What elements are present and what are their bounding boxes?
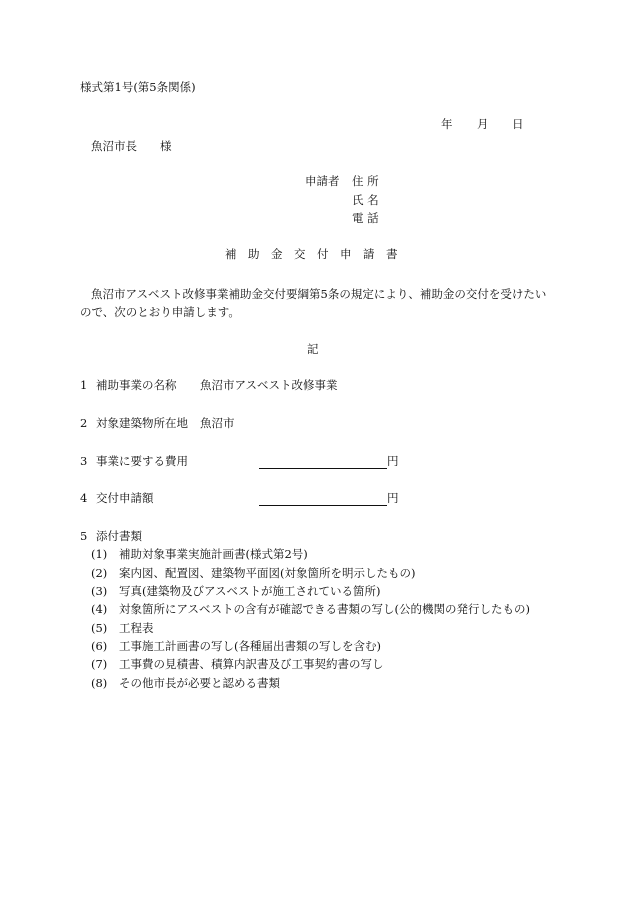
address-label: 住 所 <box>352 174 379 188</box>
attachment-text: 対象箇所にアスベストの含有が確認できる書類の写し(公的機関の発行したもの) <box>119 602 531 616</box>
attachment-number: (5) <box>91 621 108 635</box>
item-label: 交付申請額 <box>96 491 154 505</box>
attachment-text: 補助対象事業実施計画書(様式第2号) <box>119 547 308 561</box>
item-label: 添付書類 <box>96 529 142 543</box>
attachment-number: (4) <box>91 602 108 616</box>
attachment-text: 案内図、配置図、建築物平面図(対象箇所を明示したもの) <box>119 566 416 580</box>
item-number: 3 <box>80 454 88 468</box>
document-title: 補 助 金 交 付 申 請 書 <box>225 247 398 261</box>
date-month: 月 <box>477 117 489 131</box>
applicant-label: 申請者 <box>305 174 340 188</box>
item-label: 事業に要する費用 <box>96 454 188 468</box>
amount-field-cost <box>259 454 399 469</box>
body-line-2: ので、次のとおり申請します。 <box>80 305 240 319</box>
amount-field-request <box>259 491 399 506</box>
ki-heading: 記 <box>307 342 319 356</box>
item-number: 1 <box>80 378 88 392</box>
addressee: 魚沼市長 様 <box>91 139 172 153</box>
amount-underline <box>259 454 387 469</box>
attachment-number: (7) <box>91 657 108 671</box>
attachment-text: 工事施工計画書の写し(各種届出書類の写しを含む) <box>119 639 381 653</box>
attachment-number: (3) <box>91 584 108 598</box>
phone-label: 電 話 <box>352 211 379 225</box>
name-label: 氏 名 <box>352 193 379 207</box>
attachment-text: 工事費の見積書、積算内訳書及び工事契約書の写し <box>119 657 384 671</box>
form-id: 様式第1号(第5条関係) <box>80 80 196 94</box>
amount-underline <box>259 491 387 506</box>
yen-unit: 円 <box>387 454 399 468</box>
attachment-number: (6) <box>91 639 108 653</box>
attachment-text: 工程表 <box>119 621 154 635</box>
item-label: 補助事業の名称 <box>96 378 177 392</box>
attachment-number: (8) <box>91 676 108 690</box>
attachment-text: 写真(建築物及びアスベストが施工されている箇所) <box>119 584 381 598</box>
date-year: 年 <box>441 117 453 131</box>
body-line-1: 魚沼市アスベスト改修事業補助金交付要綱第5条の規定により、補助金の交付を受けたい <box>91 287 547 301</box>
yen-unit: 円 <box>387 491 399 505</box>
item-number: 5 <box>80 529 88 543</box>
attachment-number: (2) <box>91 566 108 580</box>
attachment-number: (1) <box>91 547 108 561</box>
date-day: 日 <box>512 117 524 131</box>
item-value: 魚沼市 <box>200 416 235 430</box>
item-value: 魚沼市アスベスト改修事業 <box>200 378 338 392</box>
item-number: 2 <box>80 416 88 430</box>
attachment-text: その他市長が必要と認める書類 <box>119 676 280 690</box>
item-number: 4 <box>80 491 88 505</box>
item-label: 対象建築物所在地 <box>96 416 188 430</box>
